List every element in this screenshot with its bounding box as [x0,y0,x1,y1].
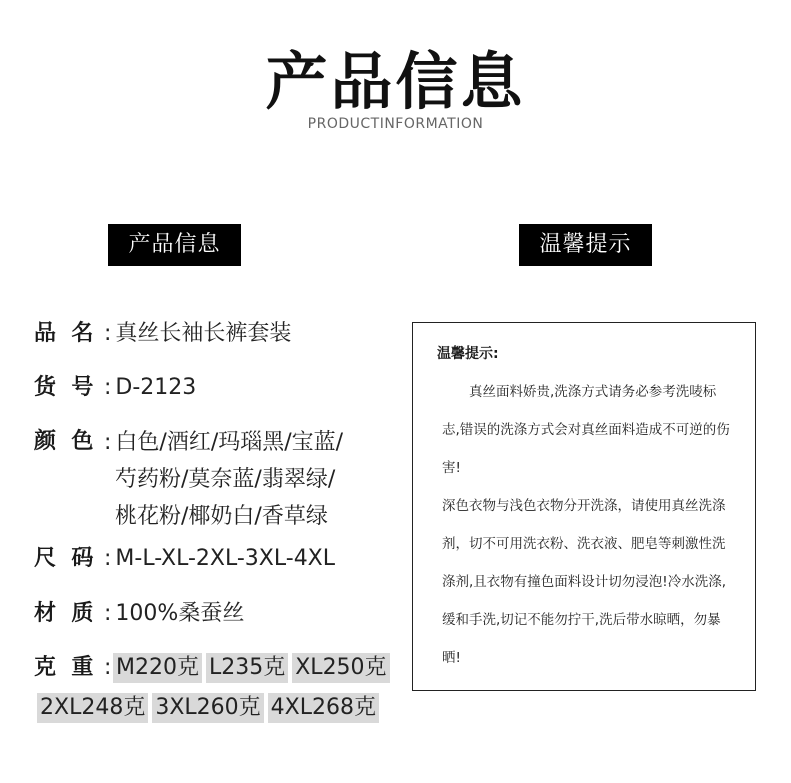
page-subtitle: PRODUCTINFORMATION [307,116,484,132]
tips-tag: 温馨提示 [519,224,652,266]
care-notice-box [412,322,756,691]
weight-chip: 3XL260克 [152,693,263,723]
spec-label: 品 名 [34,321,94,346]
weight-chip: XL250克 [292,653,389,683]
spec-label: 尺 码 [34,546,94,571]
weight-chips-row-2 [37,693,383,723]
notice-paragraph: 深色衣物与浅色衣物分开洗涤，请使用真丝洗涤剂，切不可用洗衣粉、洗衣液、肥皂等刺激性洗涤剂,且衣物有撞色面料设计切勿浸泡!冷水洗涤,缓和手洗,切记不能勿拧干,洗后带水晾晒，勿暴晒! [442,498,726,666]
weight-chip: 2XL248克 [37,693,148,723]
weight-chips-row-1 [113,653,394,683]
color-line: 芍药粉/莫奈蓝/翡翠绿/ [115,467,336,492]
spec-value: D-2123 [115,375,197,400]
page-title: 产品信息 [265,45,526,118]
spec-label: 颜 色 [34,429,94,454]
notice-title: 温馨提示: [437,346,499,362]
notice-paragraph: 真丝面料娇贵,洗涤方式请务必参考洗唛标志,错误的洗涤方式会对真丝面料造成不可逆的伤害! [442,384,730,476]
weight-chip: 4XL268克 [268,693,379,723]
product-info-tag: 产品信息 [108,224,241,266]
spec-value: 100%桑蚕丝 [115,601,245,626]
spec-label: 克 重 [34,655,94,680]
spec-label: 材 质 [34,601,94,626]
notice-body [442,373,734,677]
weight-chip: M220克 [113,653,202,683]
spec-value: 真丝长袖长裤套装 [115,321,292,346]
spec-label: 货 号 [34,375,94,400]
spec-value: M-L-XL-2XL-3XL-4XL [115,546,336,571]
color-line: 桃花粉/椰奶白/香草绿 [115,504,328,529]
weight-chip: L235克 [206,653,288,683]
color-line: 白色/酒红/玛瑙黑/宝蓝/ [115,430,344,455]
